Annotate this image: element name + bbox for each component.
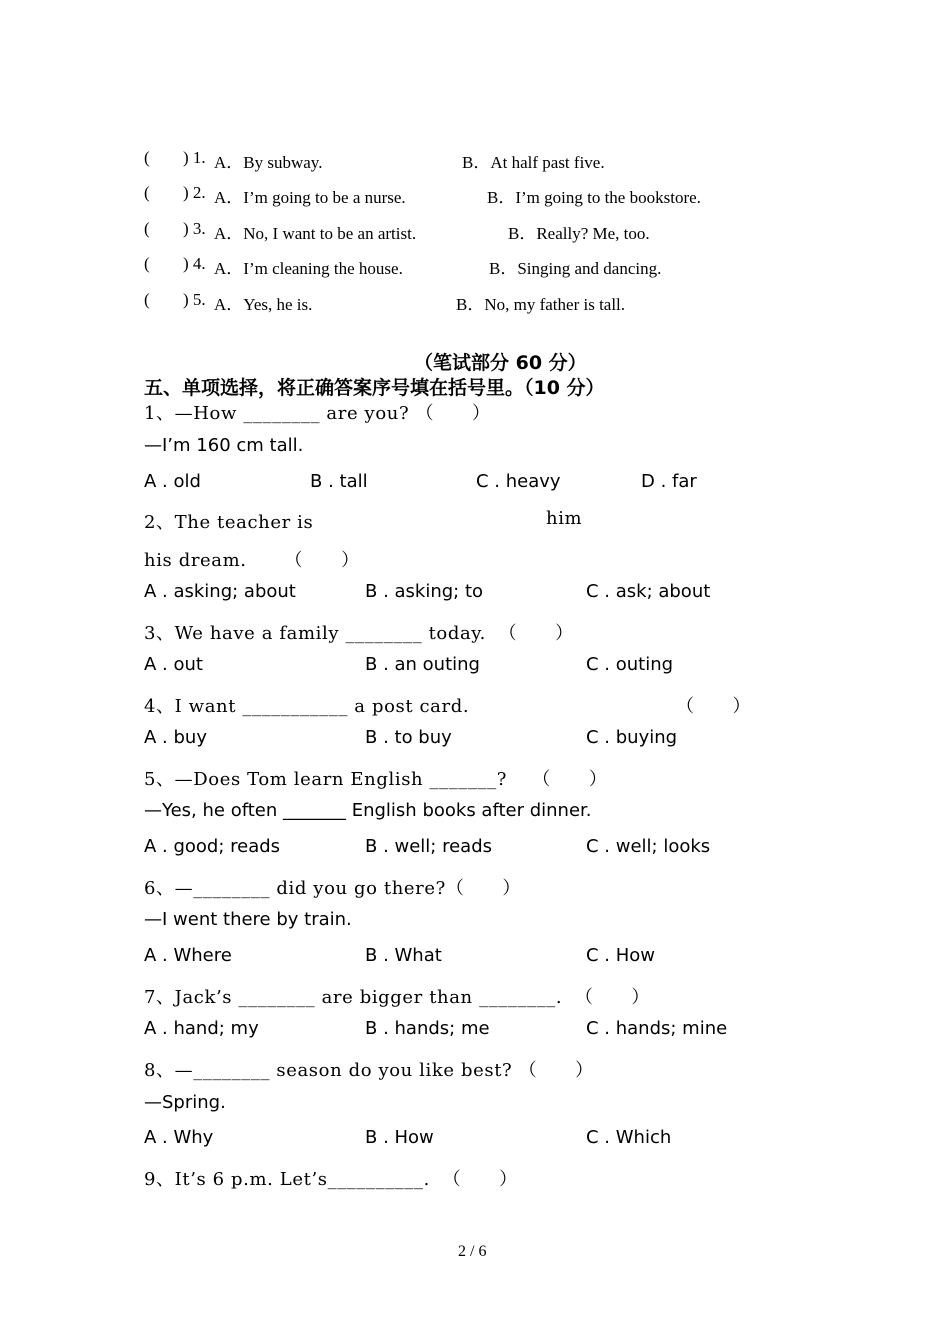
question-1-option-d: D . far [641,471,697,492]
question-1-stem: 1、—How ________ are you? （ ） [144,403,491,424]
question-4-option-a: A . buy [144,727,207,748]
answer-paren-open: ( [144,254,150,273]
answer-paren-open: ( [144,290,150,309]
question-1-option-b: B . tall [310,471,368,492]
question-6-option-b: B . What [365,945,442,966]
question-3-option-b: B . an outing [365,654,480,675]
question-5-stem: 5、—Does Tom learn English _______? （ ） [144,769,608,790]
item-number: ) 3. [183,219,206,238]
section-title: 五、单项选择，将正确答案序号填在括号里。（10 分） [144,377,605,399]
question-8-stem: 8、—________ season do you like best? （ ） [144,1060,594,1081]
option-a: A．I’m cleaning the house. [214,259,403,278]
question-9-stem: 9、It’s 6 p.m. Let’s__________. （ ） [144,1169,518,1190]
option-b: B．No, my father is tall. [456,295,626,314]
option-a: A．By subway. [214,153,323,172]
option-b: B．I’m going to the bookstore. [487,188,701,207]
question-4-option-b: B . to buy [365,727,452,748]
option-b: B．Singing and dancing. [489,259,662,278]
item-number: ) 4. [183,254,206,273]
option-a: A．I’m going to be a nurse. [214,188,406,207]
question-2-stem-continued: his dream. （ ） [144,550,360,571]
option-b: B．At half past five. [462,153,605,172]
question-5-option-c: C . well; looks [586,836,711,857]
question-7-stem: 7、Jack’s ________ are bigger than ________. （ ） [144,987,650,1008]
option-b: B．Really? Me, too. [508,224,650,243]
question-6-option-c: C . How [586,945,656,966]
item-number: ) 5. [183,290,206,309]
option-a: A．Yes, he is. [214,295,313,314]
item-number: ) 2. [183,183,206,202]
question-5-option-a: A . good; reads [144,836,281,857]
question-1-option-a: A . old [144,471,201,492]
question-3-option-a: A . out [144,654,203,675]
question-2-stem: 2、The teacher is [144,512,314,533]
question-1-reply: —I’m 160 cm tall. [144,435,304,456]
question-2-option-a: A . asking; about [144,581,296,602]
question-6-option-a: A . Where [144,945,232,966]
question-6-reply: —I went there by train. [144,909,352,930]
written-part-title: （笔试部分 60 分） [414,352,587,374]
question-5-option-b: B . well; reads [365,836,493,857]
answer-paren-open: ( [144,148,150,167]
question-4-answer-paren: （ ） [676,696,752,717]
question-6-stem: 6、—________ did you go there?（ ） [144,878,522,899]
question-7-option-c: C . hands; mine [586,1018,728,1039]
question-2-option-b: B . asking; to [365,581,484,602]
page-number: 2 / 6 [458,1243,487,1260]
answer-paren-open: ( [144,219,150,238]
question-8-reply: —Spring. [144,1092,226,1113]
question-8-option-b: B . How [365,1127,434,1148]
option-a: A．No, I want to be an artist. [214,224,417,243]
question-3-option-c: C . outing [586,654,674,675]
question-4-stem: 4、I want ___________ a post card. [144,696,470,717]
question-1-option-c: C . heavy [476,471,561,492]
question-4-option-c: C . buying [586,727,678,748]
item-number: ) 1. [183,148,206,167]
question-7-option-b: B . hands; me [365,1018,490,1039]
question-2-option-c: C . ask; about [586,581,711,602]
question-5-reply: —Yes, he often _______ English books after dinner. [144,800,592,821]
question-8-option-c: C . Which [586,1127,672,1148]
question-8-option-a: A . Why [144,1127,214,1148]
question-2-stem-word: him [546,508,583,529]
answer-paren-open: ( [144,183,150,202]
question-3-stem: 3、We have a family ________ today. （ ） [144,623,574,644]
question-7-option-a: A . hand; my [144,1018,259,1039]
